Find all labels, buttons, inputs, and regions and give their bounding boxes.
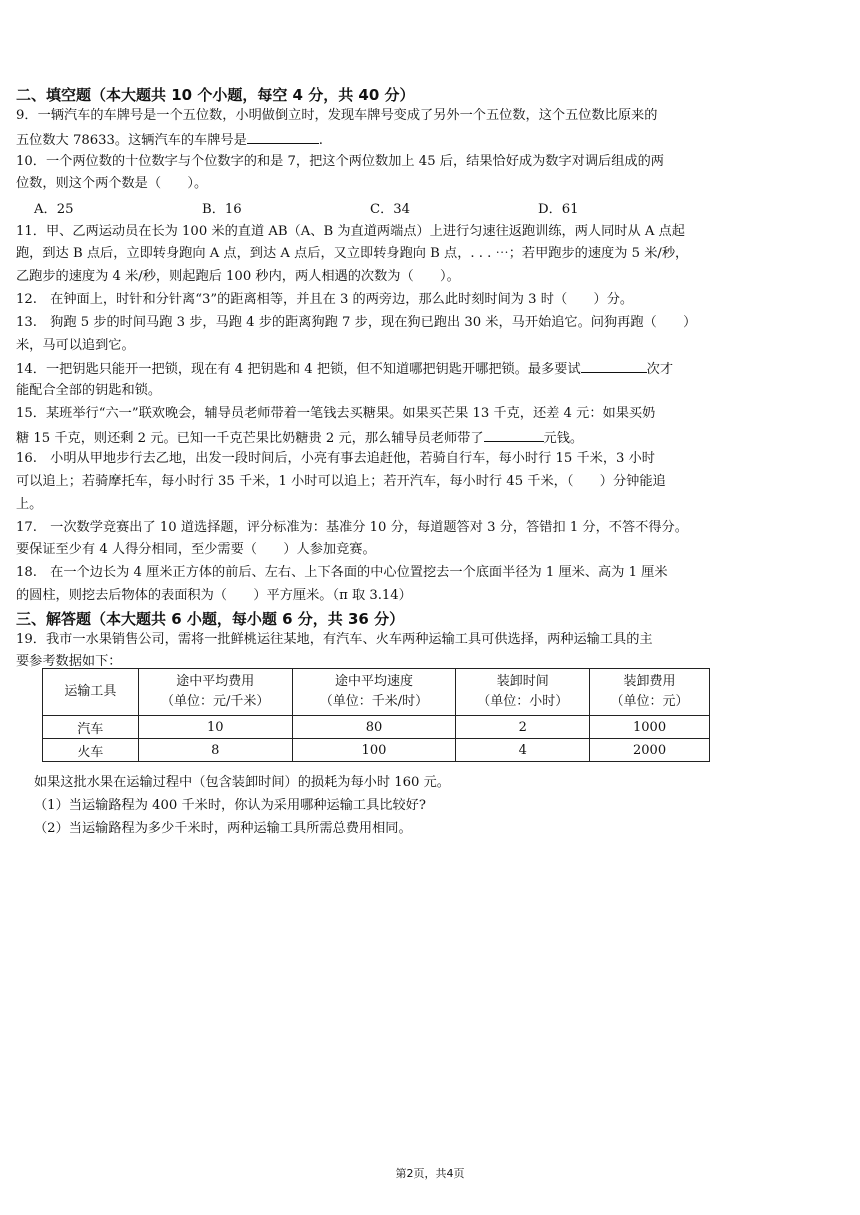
table-cell: 8 bbox=[138, 739, 292, 762]
q18-line-1: 18. 在一个边长为 4 厘米正方体的前后、左右、上下各面的中心位置挖去一个底面半径为 1 厘米、高为 1 厘米 bbox=[16, 565, 668, 580]
q10-option-b: B．16 bbox=[202, 202, 242, 217]
q15-line-2 bbox=[16, 427, 583, 449]
q13-line-1: 13. 狗跑 5 步的时间马跑 3 步，马跑 4 步的距离狗跑 7 步，现在狗已跑出 30 米，马开始追它。问狗再跑（ ） bbox=[16, 315, 697, 330]
q10-line-2: 位数，则这个两个数是（ ）。 bbox=[16, 176, 208, 191]
q10-option-a: A．25 bbox=[34, 202, 74, 217]
table-cell: 80 bbox=[292, 716, 456, 739]
q14-line-2: 能配合全部的钥匙和锁。 bbox=[16, 383, 162, 398]
table-cell: 火车 bbox=[43, 739, 139, 762]
q18-line-2: 的圆柱，则挖去后物体的表面积为（ ）平方厘米。（π 取 3.14） bbox=[16, 588, 412, 603]
q14-text-a: 14．一把钥匙只能开一把锁，现在有 4 把钥匙和 4 把锁，但不知道哪把钥匙开哪把锁。最多要试 bbox=[16, 362, 581, 377]
table-header: 运输工具 bbox=[43, 669, 139, 716]
answer-blank bbox=[247, 129, 319, 144]
page-footer: 第2页，共4页 bbox=[395, 1167, 465, 1180]
table-cell: 100 bbox=[292, 739, 456, 762]
q16-line-1: 16. 小明从甲地步行去乙地，出发一段时间后，小亮有事去追赶他，若骑自行车，每小时行 15 千米，3 小时 bbox=[16, 451, 655, 466]
q19-line-1: 19．我市一水果销售公司，需将一批鲜桃运往某地，有汽车、火车两种运输工具可供选择，两种运输工具的主 bbox=[16, 632, 653, 647]
table-cell: 汽车 bbox=[43, 716, 139, 739]
q19-sub-1: （1）当运输路程为 400 千米时，你认为采用哪种运输工具比较好? bbox=[34, 798, 426, 813]
q16-line-3: 上。 bbox=[16, 497, 43, 512]
table-cell: 1000 bbox=[590, 716, 710, 739]
q10-option-c: C．34 bbox=[370, 202, 411, 217]
q9-line-2: 五位数大 78633。这辆汽车的车牌号是 . bbox=[16, 129, 323, 151]
q12-line-1: 12. 在钟面上，时针和分针离“3”的距离相等，并且在 3 的两旁边，那么此时刻时间为 3 时（ ）分。 bbox=[16, 292, 634, 307]
q17-line-1: 17. 一次数学竞赛出了 10 道选择题，评分标准为：基准分 10 分，每道题答对 3 分，答错扣 1 分，不答不得分。 bbox=[16, 520, 688, 535]
table-cell: 4 bbox=[456, 739, 590, 762]
q10-line-1: 10．一个两位数的十位数字与个位数字的和是 7，把这个两位数加上 45 后，结果恰好成为数字对调后组成的两 bbox=[16, 154, 664, 169]
q11-line-3: 乙跑步的速度为 4 米/秒，则起跑后 100 秒内，两人相遇的次数为（ ）。 bbox=[16, 269, 460, 284]
q9-text: 五位数大 78633。这辆汽车的车牌号是 bbox=[16, 133, 247, 148]
table-cell: 10 bbox=[138, 716, 292, 739]
q15-text-a: 糖 15 千克，则还剩 2 元。已知一千克芒果比奶糖贵 2 元，那么辅导员老师带了 bbox=[16, 431, 484, 446]
table-cell: 2 bbox=[456, 716, 590, 739]
q13-line-2: 米，马可以追到它。 bbox=[16, 338, 135, 353]
q10-option-d: D．61 bbox=[538, 202, 579, 217]
section-2-title: 二、填空题（本大题共 10 个小题，每空 4 分，共 40 分） bbox=[16, 86, 415, 104]
table-header: 装卸时间 （单位：小时） bbox=[456, 669, 590, 716]
q19-sub-2: （2）当运输路程为多少千米时，两种运输工具所需总费用相同。 bbox=[34, 821, 412, 836]
q11-line-1: 11．甲、乙两运动员在长为 100 米的直道 AB（A、B 为直道两端点）上进行匀速往返跑训练，两人同时从 A 点起 bbox=[16, 224, 685, 239]
q16-line-2: 可以追上；若骑摩托车，每小时行 35 千米，1 小时可以追上；若开汽车，每小时行 45 千米，（ ）分钟能追 bbox=[16, 474, 666, 489]
table-row bbox=[43, 716, 710, 739]
answer-blank bbox=[484, 427, 544, 442]
table-cell: 2000 bbox=[590, 739, 710, 762]
table-header: 途中平均费用 （单位：元/千米） bbox=[138, 669, 292, 716]
table-row bbox=[43, 739, 710, 762]
q14-text-b: 次才 bbox=[646, 362, 674, 377]
q19-after-table: 如果这批水果在运输过程中（包含装卸时间）的损耗为每小时 160 元。 bbox=[34, 775, 450, 790]
q17-line-2: 要保证至少有 4 人得分相同，至少需要（ ）人参加竞赛。 bbox=[16, 542, 376, 557]
q15-text-b: 元钱。 bbox=[543, 431, 584, 446]
table-header-row bbox=[43, 669, 710, 716]
q15-line-1: 15．某班举行“六一”联欢晚会，辅导员老师带着一笔钱去买糖果。如果买芒果 13 千克，还差 4 元：如果买奶 bbox=[16, 406, 656, 421]
table-header: 装卸费用 （单位：元） bbox=[590, 669, 710, 716]
q14-line-1 bbox=[16, 358, 673, 380]
answer-blank bbox=[581, 358, 647, 373]
section-3-title: 三、解答题（本大题共 6 小题，每小题 6 分，共 36 分） bbox=[16, 610, 405, 628]
q9-line-1: 9．一辆汽车的车牌号是一个五位数，小明做倒立时，发现车牌号变成了另外一个五位数，这个五位数比原来的 bbox=[16, 108, 658, 123]
q19-line-2: 要参考数据如下： bbox=[16, 654, 122, 669]
transport-table bbox=[42, 668, 710, 762]
q11-line-2: 跑，到达 B 点后，立即转身跑向 A 点，到达 A 点后，又立即转身跑向 B 点，. . . ⋯；若甲跑步的速度为 5 米/秒， bbox=[16, 246, 689, 261]
table-header: 途中平均速度 （单位：千米/时） bbox=[292, 669, 456, 716]
